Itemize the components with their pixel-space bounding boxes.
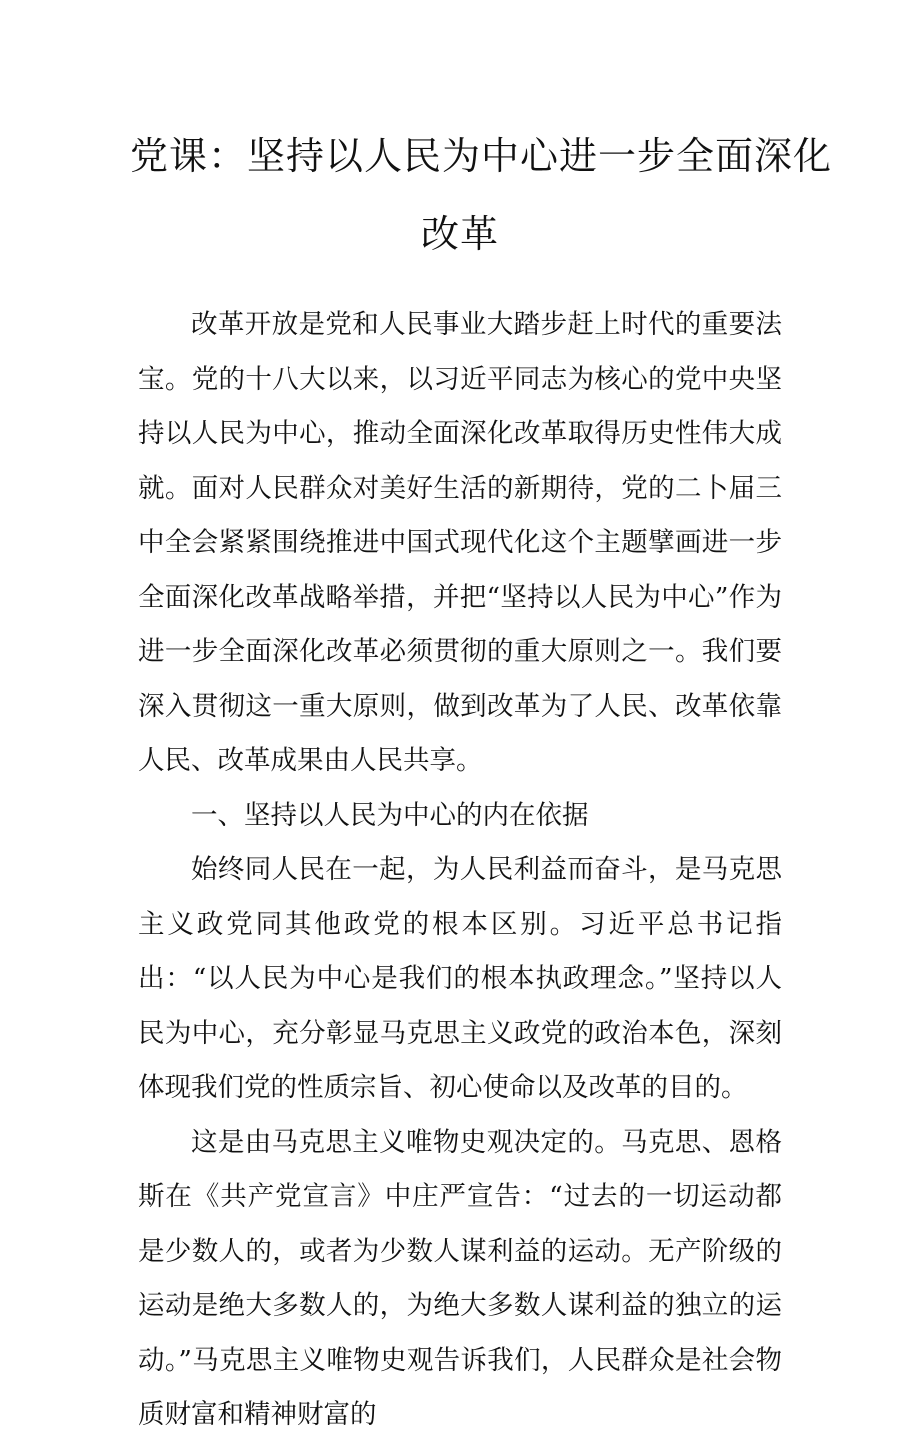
paragraph-intro: 改革开放是党和人民事业大踏步赶上时代的重要法宝。党的十八大以来，以习近平同志为核心的党中央坚持以人民为中心，推动全面深化改革取得历史性伟大成就。面对人民群众对美好生活的新期待，党的二卜届三中全会紧紧围绕推进中国式现代化这个主题擘画进一步全面深化改革战略举措，并把“坚持以人民为中心”作为进一步全面深化改革必须贯彻的重大原则之一。我们要深入贯彻这一重大原则，做到改革为了人民、改革依靠人民、改革成果由人民共享。	[138, 309, 782, 776]
section-heading: 一、坚持以人民为中心的内在依据	[191, 799, 589, 831]
paragraph: 始终同人民在一起，为人民利益而奋斗，是马克思主义政党同其他政党的根本区别。习近平总书记指出：“以人民为中心是我们的根本执政理念。”坚持以人民为中心，充分彰显马克思主义政党的政治本色，深刻体现我们党的性质宗旨、初心使命以及改革的目的。	[138, 854, 782, 1103]
document-title-line-1: 党课：坚持以人民为中心进一步全面深化	[130, 134, 833, 178]
document-title-line-2: 改革	[420, 212, 499, 256]
paragraph: 这是由马克思主义唯物史观决定的。马克思、恩格斯在《共产党宣言》中庄严宣告：“过去的一切运动都是少数人的，或者为少数人谋利益的运动。无产阶级的运动是绝大多数人的，为绝大多数人谋利益的独立的运动。”马克思主义唯物史观告诉我们，人民群众是社会物质财富和精神财富的	[138, 1126, 782, 1430]
document-body	[138, 298, 782, 1443]
